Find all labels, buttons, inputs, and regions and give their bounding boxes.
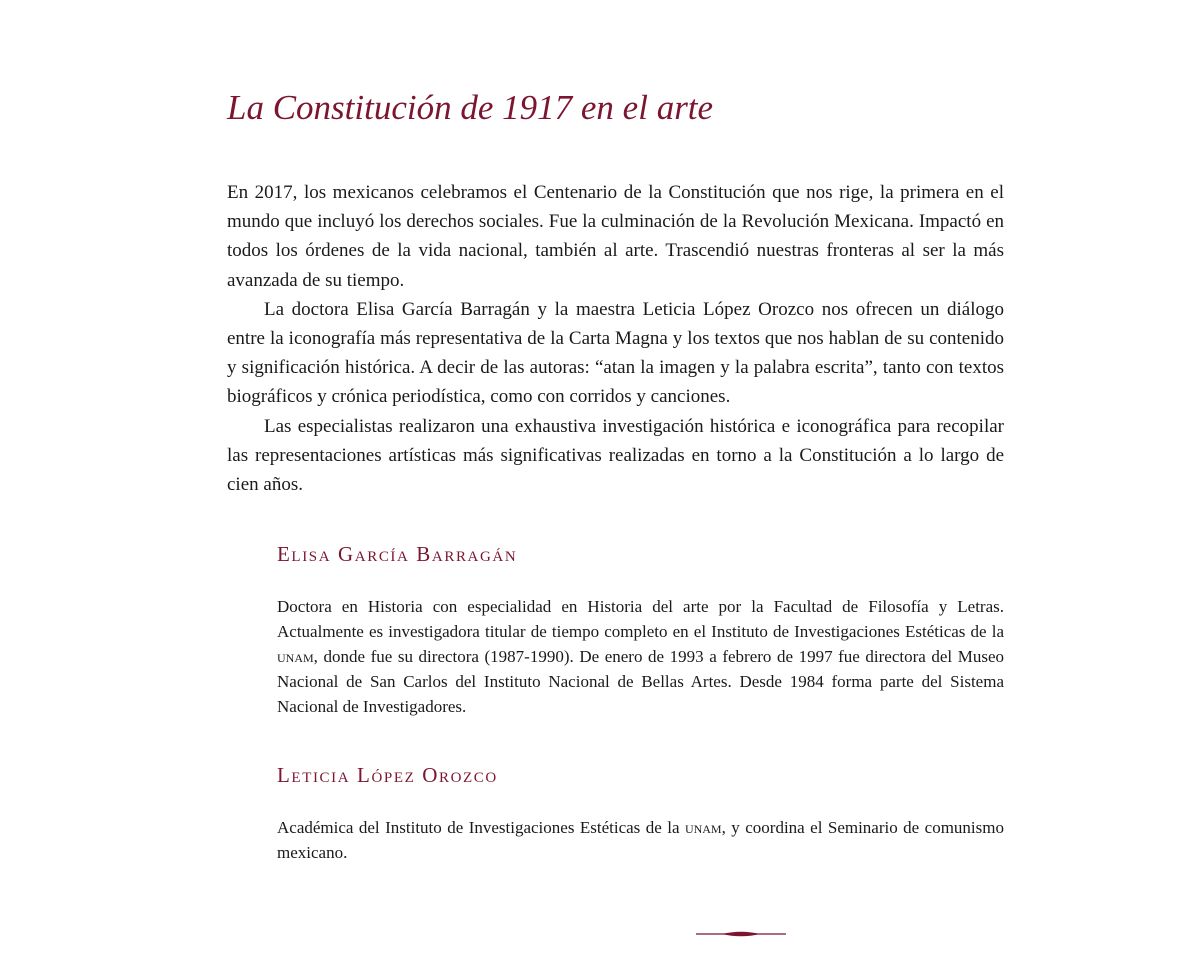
unam-acronym: unam	[277, 647, 314, 666]
intro-paragraph: La doctora Elisa García Barragán y la maestra Leticia López Orozco nos ofrecen un diálogo entre la iconografía más representativa de la Carta Magna y los textos que nos hablan de su contenido y significación histórica. A decir de las autoras: “atan la imagen y la palabra escrita”, tanto con textos biográficos y crónica periodística, como con corridos y canciones.	[227, 298, 1004, 408]
intro-paragraph: En 2017, los mexicanos celebramos el Centenario de la Constitución que nos rige, la primera en el mundo que incluyó los derechos sociales. Fue la culminación de la Revolución Mexicana. Impactó en todos los órdenes de la vida nacional, también al arte. Trascendió nuestras fronteras al ser la más avanzada de su tiempo.	[227, 182, 1004, 291]
intro-paragraph: Las especialistas realizaron una exhaustiva investigación histórica e iconográfica para recopilar las representaciones artísticas más significativas realizadas en torno a la Constitución a lo largo de cien años.	[227, 415, 1004, 496]
unam-acronym: unam	[684, 818, 722, 837]
intro-text	[227, 178, 1004, 499]
author-bio-elisa	[277, 594, 1004, 719]
page-title: La Constitución de 1917 en el arte	[227, 88, 714, 127]
bio-text: , y coordina el Seminario de comunismo mexicano.	[277, 818, 1004, 862]
author-name-elisa: Elisa García Barragán	[277, 542, 518, 566]
bio-text: , donde fue su directora (1987-1990). De enero de 1993 a febrero de 1997 fue directora del Museo Nacional de San Carlos del Instituto Nacional de Bellas Artes. Desde 1984 forma parte del Sistema Nacional de Investigadores.	[277, 647, 1004, 716]
bio-text: Académica del Instituto de Investigaciones Estéticas de la	[277, 818, 685, 837]
author-bio-leticia	[277, 815, 1004, 865]
page-ornament-icon	[696, 929, 786, 939]
author-name-leticia: Leticia López Orozco	[277, 763, 498, 787]
bio-text: Doctora en Historia con especialidad en Historia del arte por la Facultad de Filosofía y Letras. Actualmente es investigadora titular de tiempo completo en el Instituto de Investigaciones Estéticas de la	[277, 597, 1004, 641]
